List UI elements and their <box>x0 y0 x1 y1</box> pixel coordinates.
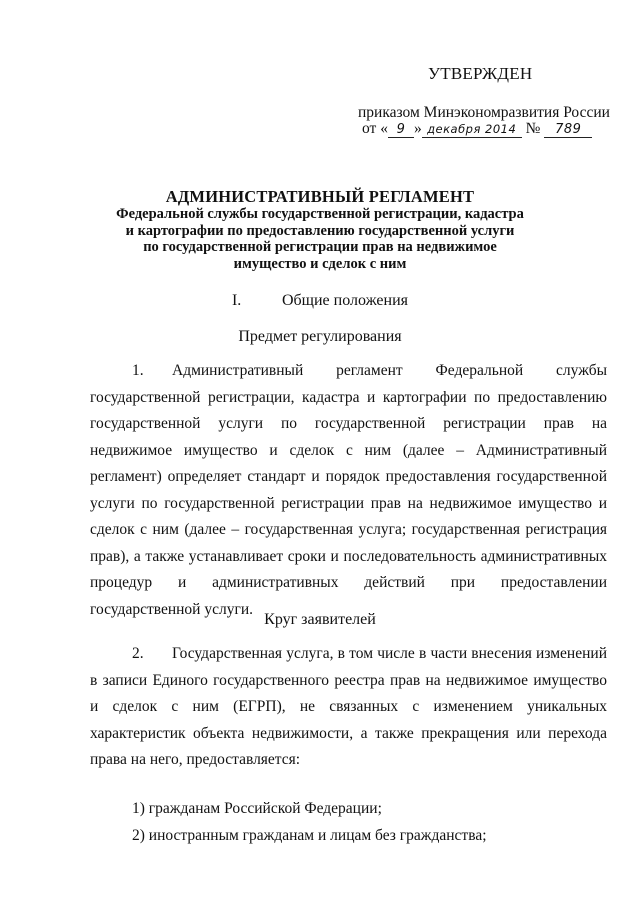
title-line: по государственной регистрации прав на недвижимое <box>143 239 497 255</box>
handwritten-day: 9 <box>388 122 414 138</box>
section-heading-1 <box>0 292 640 310</box>
order-line: приказом Минэкономразвития России <box>358 104 610 121</box>
paragraph-text: Административный регламент Федеральной службы государственной регистрации, кадастра и картографии по предоставлению государственной услуги по государственной регистрации прав на недвижимое имущество и сделок с ним (далее – Административный регламент) определяет стандарт и порядок предоставления государственной услуги по государственной регистрации прав на недвижимое имущество и сделок с ним (далее – государственная услуга; государственная регистрация прав), а также устанавливает сроки и последовательность административных процедур и административных действий при предоставлении государственной услуги. <box>90 362 607 618</box>
paragraph-1 <box>90 358 607 623</box>
title-line: имущество и сделок с ним <box>233 255 407 272</box>
paragraph-number: 1. <box>132 362 144 379</box>
section-title: Общие положения <box>281 292 409 309</box>
paragraph-2 <box>90 641 607 774</box>
approved-stamp-label: УТВЕРЖДЕН <box>428 64 533 83</box>
handwritten-order-number: 789 <box>544 122 592 138</box>
order-date-line <box>362 120 592 138</box>
date-mid: » <box>413 120 422 137</box>
handwritten-month-year: декабря 2014 <box>422 122 522 138</box>
order-number-label: № <box>525 120 541 137</box>
document-title <box>80 187 560 272</box>
subsection-heading-subject: Предмет регулирования <box>238 328 402 345</box>
title-main: АДМИНИСТРАТИВНЫЙ РЕГЛАМЕНТ <box>165 187 475 206</box>
date-prefix: от « <box>362 120 388 137</box>
subsection-heading-applicants: Круг заявителей <box>264 611 376 628</box>
section-number: I. <box>231 292 242 309</box>
paragraph-text: Государственная услуга, в том числе в части внесения изменений в записи Единого государственного реестра прав на недвижимое имущество и сделок с ним (ЕГРП), не связанных с изменением уникальных характеристик объекта недвижимости, а также прекращения или перехода права на него, предоставляется: <box>90 645 607 768</box>
title-line: Федеральной службы государственной регистрации, кадастра <box>116 206 524 222</box>
paragraph-number: 2. <box>132 645 144 662</box>
list-item: 1) гражданам Российской Федерации; <box>132 800 382 817</box>
title-line: и картографии по предоставлению государственной услуги <box>125 222 515 239</box>
list-item: 2) иностранным гражданам и лицам без гражданства; <box>132 827 487 844</box>
